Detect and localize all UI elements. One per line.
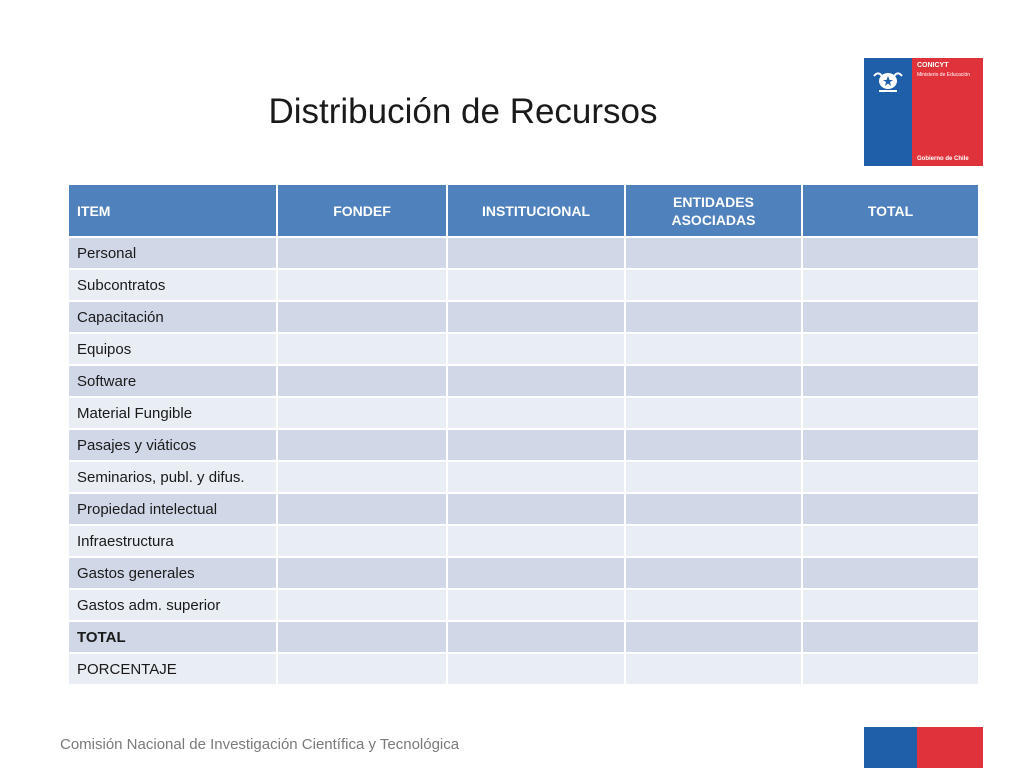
table-row	[68, 365, 979, 397]
header-total: TOTAL	[802, 184, 979, 237]
cell-total	[802, 365, 979, 397]
table-row	[68, 461, 979, 493]
cell-institucional	[447, 269, 625, 301]
cell-total	[802, 493, 979, 525]
cell-institucional	[447, 525, 625, 557]
logo-ministry: Ministerio de Educación	[917, 72, 971, 78]
chile-crest-icon	[870, 64, 906, 96]
table-row	[68, 557, 979, 589]
cell-total	[802, 557, 979, 589]
row-label: Software	[68, 365, 277, 397]
cell-fondef	[277, 365, 447, 397]
cell-entidades	[625, 301, 802, 333]
header-institucional: INSTITUCIONAL	[447, 184, 625, 237]
row-label: Capacitación	[68, 301, 277, 333]
cell-institucional	[447, 461, 625, 493]
table-row	[68, 493, 979, 525]
cell-total	[802, 269, 979, 301]
cell-entidades	[625, 237, 802, 269]
cell-fondef	[277, 621, 447, 653]
row-label: Seminarios, publ. y difus.	[68, 461, 277, 493]
row-label: TOTAL	[68, 621, 277, 653]
row-label: Propiedad intelectual	[68, 493, 277, 525]
cell-total	[802, 589, 979, 621]
cell-entidades	[625, 365, 802, 397]
cell-institucional	[447, 429, 625, 461]
cell-institucional	[447, 333, 625, 365]
cell-total	[802, 333, 979, 365]
cell-institucional	[447, 621, 625, 653]
table-row-percentage	[68, 653, 979, 685]
cell-entidades	[625, 333, 802, 365]
row-label: Personal	[68, 237, 277, 269]
cell-entidades	[625, 525, 802, 557]
cell-institucional	[447, 301, 625, 333]
cell-total	[802, 461, 979, 493]
cell-fondef	[277, 429, 447, 461]
row-label: Material Fungible	[68, 397, 277, 429]
logo-red-panel	[912, 58, 983, 166]
table-row	[68, 269, 979, 301]
cell-fondef	[277, 301, 447, 333]
cell-fondef	[277, 653, 447, 685]
table-row	[68, 237, 979, 269]
cell-fondef	[277, 493, 447, 525]
cell-entidades	[625, 269, 802, 301]
footer-flag-bar	[864, 727, 983, 768]
logo-org-name: CONICYT	[917, 62, 949, 69]
cell-entidades	[625, 621, 802, 653]
row-label: Infraestructura	[68, 525, 277, 557]
cell-fondef	[277, 589, 447, 621]
cell-fondef	[277, 461, 447, 493]
cell-fondef	[277, 269, 447, 301]
table-header-row	[68, 184, 979, 237]
budget-table	[67, 183, 980, 686]
cell-fondef	[277, 557, 447, 589]
cell-entidades	[625, 653, 802, 685]
cell-entidades	[625, 557, 802, 589]
cell-institucional	[447, 493, 625, 525]
cell-entidades	[625, 493, 802, 525]
table-row	[68, 589, 979, 621]
cell-total	[802, 653, 979, 685]
row-label: Subcontratos	[68, 269, 277, 301]
cell-fondef	[277, 525, 447, 557]
cell-fondef	[277, 397, 447, 429]
slide-title: Distribución de Recursos	[268, 92, 658, 131]
row-label: PORCENTAJE	[68, 653, 277, 685]
cell-total	[802, 429, 979, 461]
logo-government: Gobierno de Chile	[917, 156, 969, 162]
cell-institucional	[447, 365, 625, 397]
table-row	[68, 397, 979, 429]
table-row	[68, 333, 979, 365]
cell-entidades	[625, 461, 802, 493]
row-label: Gastos generales	[68, 557, 277, 589]
row-label: Equipos	[68, 333, 277, 365]
logo-blue-panel	[864, 58, 912, 166]
table-row	[68, 301, 979, 333]
table-row	[68, 429, 979, 461]
row-label: Pasajes y viáticos	[68, 429, 277, 461]
cell-total	[802, 525, 979, 557]
cell-total	[802, 621, 979, 653]
cell-fondef	[277, 333, 447, 365]
header-item: ITEM	[68, 184, 277, 237]
table-row-total	[68, 621, 979, 653]
footer-flag-red	[917, 727, 983, 768]
conicyt-logo	[864, 58, 983, 166]
cell-fondef	[277, 237, 447, 269]
row-label: Gastos adm. superior	[68, 589, 277, 621]
cell-institucional	[447, 397, 625, 429]
cell-institucional	[447, 557, 625, 589]
header-entidades-asociadas: ENTIDADES ASOCIADAS	[625, 184, 802, 237]
cell-entidades	[625, 589, 802, 621]
footer-institution-name: Comisión Nacional de Investigación Científica y Tecnológica	[60, 736, 460, 753]
cell-total	[802, 397, 979, 429]
header-fondef: FONDEF	[277, 184, 447, 237]
cell-institucional	[447, 589, 625, 621]
cell-entidades	[625, 429, 802, 461]
footer-flag-blue	[864, 727, 917, 768]
cell-total	[802, 237, 979, 269]
cell-institucional	[447, 237, 625, 269]
cell-entidades	[625, 397, 802, 429]
table-row	[68, 525, 979, 557]
cell-total	[802, 301, 979, 333]
cell-institucional	[447, 653, 625, 685]
